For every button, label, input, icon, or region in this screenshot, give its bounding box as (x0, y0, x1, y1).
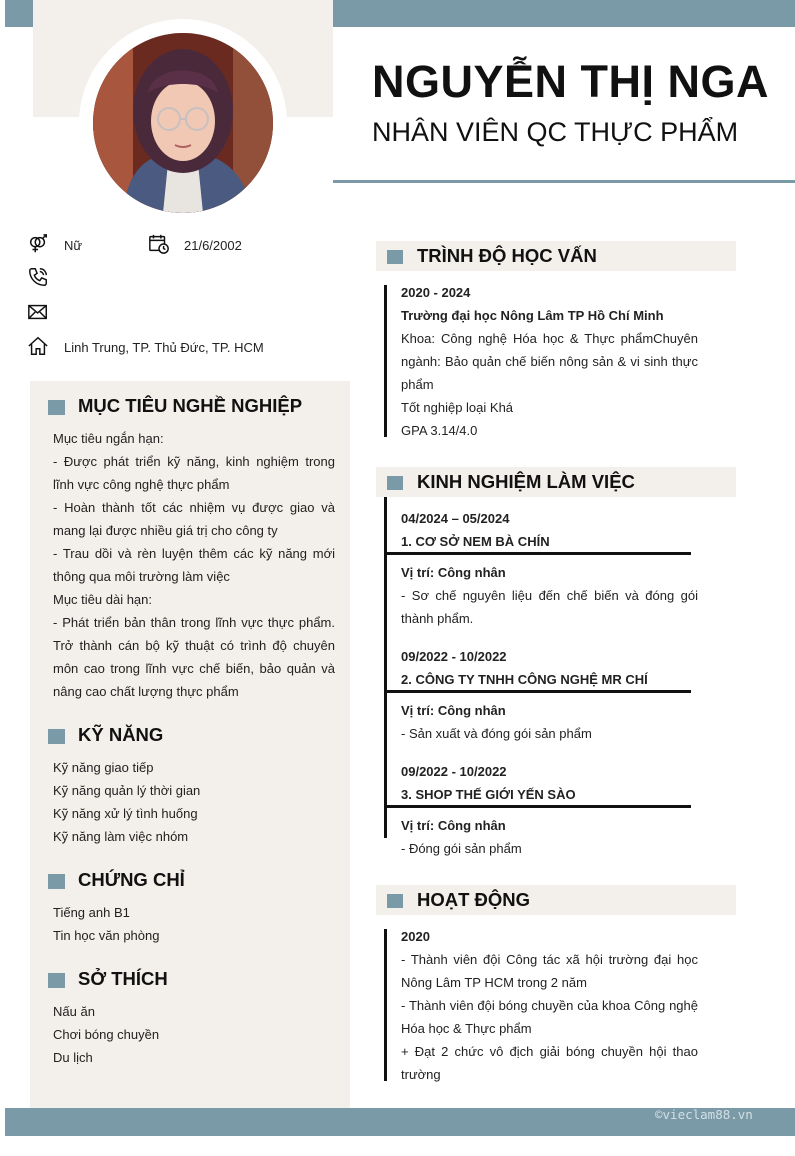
job-period: 09/2022 - 10/2022 (401, 764, 507, 779)
job-period: 09/2022 - 10/2022 (401, 649, 507, 664)
home-icon (27, 335, 49, 362)
job-position: Vị trí: Công nhân (401, 818, 506, 833)
list-item: Tin học văn phòng (53, 928, 160, 943)
heading-marker (387, 250, 403, 264)
job-position: Vị trí: Công nhân (401, 703, 506, 718)
heading-marker (48, 400, 65, 415)
watermark: ©vieclam88.vn (655, 1107, 753, 1122)
heading-marker (387, 476, 403, 490)
list-item: - Phát triển bản thân trong lĩnh vực thực phẩm. Trở thành cán bộ kỹ thuật có trình độ chuyên môn cao trong lĩnh vực chế biến, bảo quản và nâng cao chất lượng thực phẩm (53, 615, 335, 699)
job-description: - Sơ chế nguyên liệu đến chế biến và đóng gói thành phẩm. (401, 588, 698, 626)
avatar (79, 19, 287, 227)
job-position: Vị trí: Công nhân (401, 565, 506, 580)
activity-year: 2020 (401, 929, 430, 944)
activities-timeline (384, 929, 387, 1081)
address-value: Linh Trung, TP. Thủ Đức, TP. HCM (64, 340, 264, 355)
heading-marker (48, 973, 65, 988)
graduation-rank: Tốt nghiệp loại Khá (401, 400, 514, 415)
list-item: + Đạt 2 chức vô địch giải bóng chuyền hội thao trường (401, 1044, 698, 1082)
career-goal-content (53, 427, 335, 703)
experience-heading: KINH NGHIỆM LÀM VIỆC (376, 467, 736, 497)
list-item: - Thành viên đội bóng chuyền của khoa Công nghệ Hóa học & Thực phẩm (401, 998, 698, 1036)
major: Khoa: Công nghệ Hóa học & Thực phẩmChuyên ngành: Bảo quản chế biến nông sản & vi sinh thực phẩm (401, 331, 698, 392)
education-content (401, 281, 698, 442)
phone-icon (27, 266, 49, 293)
list-item: - Được phát triển kỹ năng, kinh nghiệm trong lĩnh vực công nghệ thực phẩm (53, 454, 335, 492)
gpa: GPA 3.14/4.0 (401, 423, 478, 438)
company-name: 1. CƠ SỞ NEM BÀ CHÍN (401, 534, 550, 549)
list-item: - Thành viên đội Công tác xã hội trường đại học Nông Lâm TP HCM trong 2 năm (401, 952, 698, 990)
list-item: Kỹ năng xử lý tình huống (53, 806, 198, 821)
heading-marker (48, 729, 65, 744)
list-item: Kỹ năng làm việc nhóm (53, 829, 189, 844)
candidate-name: NGUYỄN THỊ NGA (372, 56, 770, 107)
company-name: 2. CÔNG TY TNHH CÔNG NGHỆ MR CHÍ (401, 672, 648, 687)
heading-marker (48, 874, 65, 889)
list-item: Nấu ăn (53, 1004, 95, 1019)
hobbies-list (53, 1000, 335, 1069)
short-term-label: Mục tiêu ngắn hạn: (53, 431, 164, 446)
company-name: 3. SHOP THẾ GIỚI YẾN SÀO (401, 787, 576, 802)
activities-heading: HOẠT ĐỘNG (376, 885, 736, 915)
gender-value: Nữ (64, 238, 83, 253)
job-description: - Đóng gói sản phẩm (401, 841, 522, 856)
list-item: Tiếng anh B1 (53, 905, 130, 920)
certificates-heading: CHỨNG CHỈ (48, 866, 248, 896)
job-title: NHÂN VIÊN QC THỰC PHẨM (372, 117, 739, 147)
list-item: - Hoàn thành tốt các nhiệm vụ được giao và mang lại được nhiều giá trị cho công ty (53, 500, 335, 538)
hobbies-heading: SỞ THÍCH (48, 965, 248, 995)
calendar-icon (148, 233, 170, 260)
profile-photo (93, 33, 273, 213)
education-heading: TRÌNH ĐỘ HỌC VẤN (376, 241, 736, 271)
skills-heading: KỸ NĂNG (48, 721, 248, 751)
job-period: 04/2024 – 05/2024 (401, 511, 510, 526)
birthday-value: 21/6/2002 (184, 238, 242, 253)
list-item: Du lịch (53, 1050, 93, 1065)
long-term-label: Mục tiêu dài hạn: (53, 592, 153, 607)
education-timeline (384, 285, 387, 437)
job-divider (387, 690, 691, 693)
list-item: Kỹ năng quản lý thời gian (53, 783, 201, 798)
header-divider (333, 180, 795, 183)
education-period: 2020 - 2024 (401, 285, 471, 300)
list-item: - Trau dồi và rèn luyện thêm các kỹ năng mới thông qua môi trường làm việc (53, 546, 335, 584)
activities-content (401, 925, 698, 1086)
job-divider (387, 805, 691, 808)
email-icon (27, 301, 49, 328)
gender-icon (27, 233, 49, 260)
career-goal-heading: MỤC TIÊU NGHỀ NGHIỆP (48, 392, 338, 422)
school-name: Trường đại học Nông Lâm TP Hồ Chí Minh (401, 308, 664, 323)
job-description: - Sản xuất và đóng gói sản phẩm (401, 726, 592, 741)
heading-marker (387, 894, 403, 908)
skills-list (53, 756, 335, 848)
job-divider (387, 552, 691, 555)
certificates-list (53, 901, 335, 947)
list-item: Chơi bóng chuyền (53, 1027, 160, 1042)
list-item: Kỹ năng giao tiếp (53, 760, 154, 775)
experience-timeline (384, 497, 387, 838)
